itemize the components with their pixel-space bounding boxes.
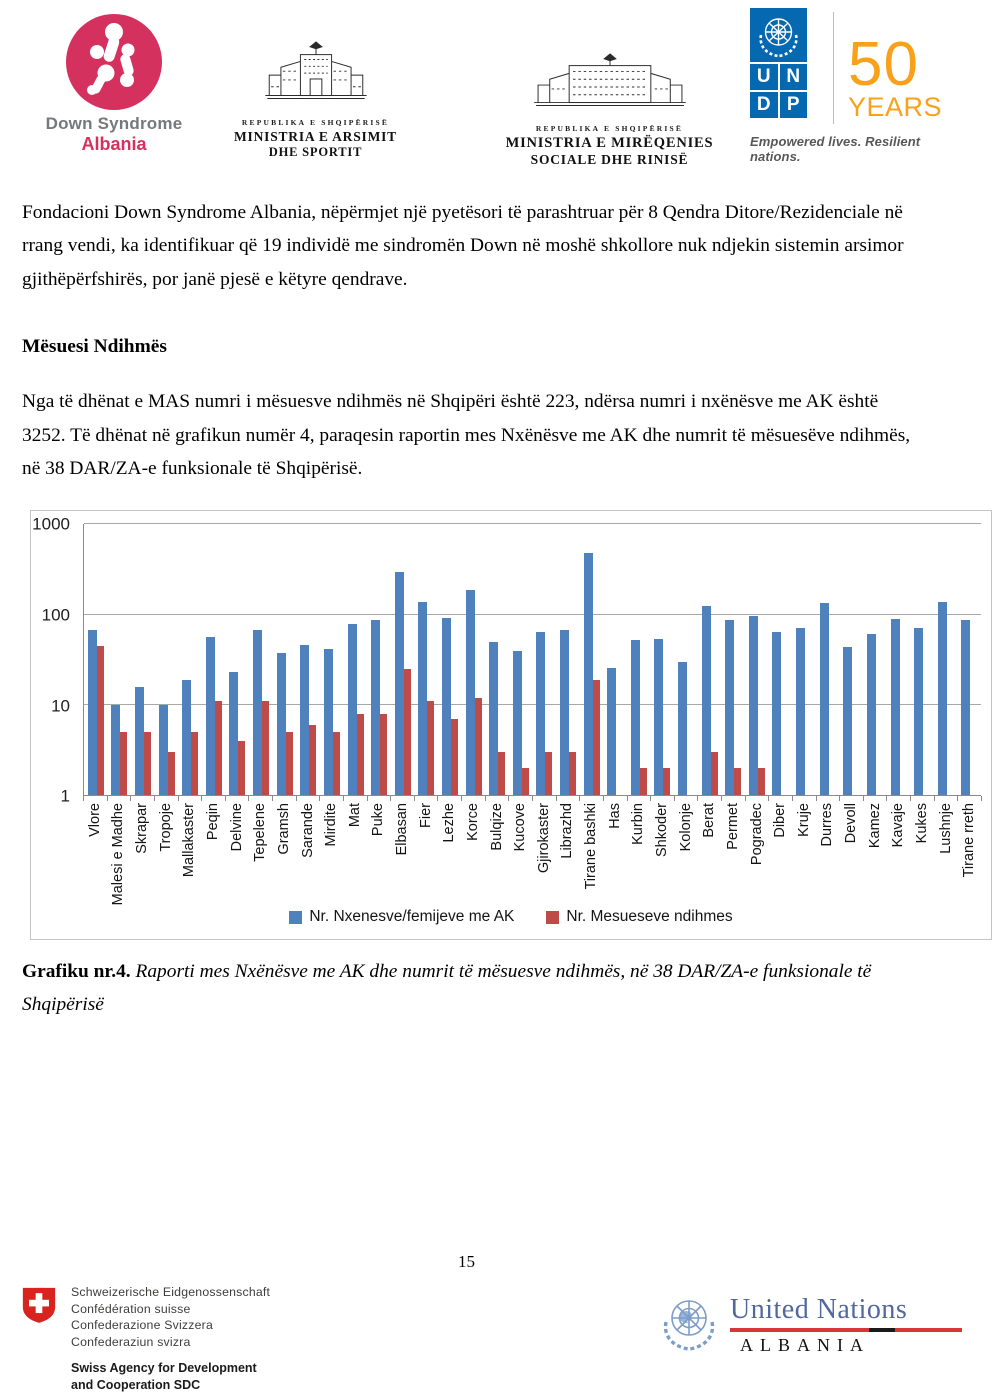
axis-tick [437,796,438,801]
axis-tick [154,796,155,801]
axis-tick [83,796,84,801]
ministry-education-logo [233,40,398,160]
bar-group [533,524,557,795]
un-title: United Nations [730,1294,908,1325]
axis-tick [367,796,368,801]
bar [711,752,718,795]
axis-tick [957,796,958,801]
legend-item [289,908,514,926]
bar [395,572,404,796]
axis-tick [863,796,864,801]
bar [120,732,127,795]
ministry-name-line1: MINISTRIA E ARSIMIT [234,129,397,144]
axis-tick [981,796,982,801]
bar [427,701,434,795]
x-axis-label: Kucove [512,803,529,852]
axis-tick [107,796,108,801]
bar [466,590,475,796]
un-rule-dash [869,1328,895,1332]
bar-group [296,524,320,795]
bar [97,646,104,795]
x-axis-label: Gjirokaster [535,803,552,874]
undp-50-number: 50 [848,30,919,99]
bar [324,649,333,796]
bar-group [108,524,132,795]
axis-tick [910,796,911,801]
x-axis-label: Mallakaster [181,803,198,878]
bar [820,603,829,795]
y-axis [31,514,76,806]
swiss-shield-icon [20,1286,58,1324]
bar [734,768,741,795]
bar-group [84,524,108,795]
ministry-building-icon [530,52,690,122]
axis-tick [768,796,769,801]
ministry-building-icon [260,40,372,116]
axis-tick [414,796,415,801]
axis-tick [461,796,462,801]
x-axis-label: Puke [370,803,387,837]
y-axis-tick-label: 100 [41,605,70,625]
x-axis-label: Pogradec [748,803,765,866]
x-axis-label: Devoll [843,803,860,844]
y-axis-tick-label: 1000 [32,514,70,534]
x-axis-label: Malesi e Madhe [110,803,127,906]
ministry-name-line2: SOCIALE DHE RINISË [530,152,689,167]
dsa-circle-icon [64,12,164,112]
x-axis-label: Sarande [299,803,316,859]
y-axis-tick-label: 1 [60,786,70,806]
bar-group [651,524,675,795]
bar-group [769,524,793,795]
ministry-republic-line: REPUBLIKA E SHQIPËRISË [241,118,390,127]
x-axis-label: Kukes [913,803,930,844]
axis-tick [225,796,226,801]
paragraph-2: Nga të dhënat e MAS numri i mësuesve ndihmës në Shqipëri është 223, ndërsa numri i nxënësve me AK është 3252. Të dhënat në grafikun numër 4, paraqesin raportin mes Nxënësve me AK dhe numrit të mësuesëve ndihmës, në 38 DAR/ZA-e funksionale të Shqipërisë. [22,391,911,480]
bar [262,701,269,795]
sdc-line: Confederazione Svizzera [71,1318,213,1332]
bar [253,630,262,796]
undp-letter: N [780,64,808,90]
bar-group [958,524,982,795]
x-axis-label: Delvine [228,803,245,852]
plot-area [83,524,981,796]
sdc-line: Confederaziun svizra [71,1334,191,1349]
x-axis-label: Tirane bashki [583,803,600,890]
undp-tagline: Empowered lives. Resilient nations. [750,134,921,164]
axis-tick [178,796,179,801]
x-axis-label: Vlore [86,803,103,838]
axis-tick [934,796,935,801]
legend-swatch [546,911,559,924]
undp-letter: P [780,92,808,118]
axis-tick [248,796,249,801]
axis-tick [792,796,793,801]
bar-group [226,524,250,795]
bar-group [674,524,698,795]
bar-group [438,524,462,795]
un-subtitle: ALBANIA [740,1335,870,1355]
x-axis-label: Durres [819,803,836,847]
un-emblem-icon [652,1288,726,1362]
x-axis-label: Kolonje [677,803,694,852]
x-axis-label: Shkoder [653,803,670,858]
bar-group [556,524,580,795]
bar-group [863,524,887,795]
x-axis-label: Kruje [795,803,812,838]
legend-item [546,908,732,926]
bar-group [698,524,722,795]
x-axis-label: Permet [724,803,741,851]
logo-divider [833,12,834,124]
un-emblem-icon [750,8,807,62]
bar [348,624,357,796]
x-axis-label: Gramsh [275,803,292,856]
x-axis-label: Kavaje [890,803,907,848]
bar [640,768,647,795]
x-axis-label: Has [606,803,623,830]
bar [725,620,734,796]
bar [182,680,191,796]
bar [758,768,765,795]
bar [796,628,805,796]
bar [357,714,364,796]
axis-tick [201,796,202,801]
bar [702,606,711,795]
bar-group [816,524,840,795]
bar [569,752,576,795]
undp-letter: U [750,64,778,90]
sdc-logo [20,1284,270,1393]
axis-tick [296,796,297,801]
x-axis-label: Berat [701,803,718,839]
x-axis-label: Elbasan [394,803,411,856]
bar-group [344,524,368,795]
bar [229,672,238,795]
bar [593,680,600,796]
down-syndrome-albania-logo [45,8,183,155]
bar [914,628,923,796]
ministry-name-line2: DHE SPORTIT [268,145,363,159]
axis-tick [556,796,557,801]
bar [961,620,970,796]
bar [238,741,245,795]
x-axis-label: Peqin [204,803,221,841]
axis-tick [697,796,698,801]
axis-tick [721,796,722,801]
bar-group [367,524,391,795]
dsa-logo-text-line1: Down Syndrome [45,114,183,133]
x-axis-label: Kurbin [630,803,647,846]
axis-tick [508,796,509,801]
bar-group [462,524,486,795]
undp-mark [750,8,807,124]
bar-group [580,524,604,795]
bar-group [509,524,533,795]
x-axis-label: Tirane rreth [961,803,978,878]
axis-tick [603,796,604,801]
bar-group [131,524,155,795]
bar [333,732,340,795]
bar [489,642,498,795]
bar [191,732,198,795]
header-logos [0,0,1000,182]
x-axis-label: Lezhe [441,803,458,843]
bar-group [320,524,344,795]
axis-tick [390,796,391,801]
bar [631,640,640,796]
axis-tick [343,796,344,801]
sdc-line: Confédération suisse [71,1301,191,1316]
bar [135,687,144,796]
bar [277,653,286,796]
sdc-line: Schweizerische Eidgenossenschaft [71,1285,271,1299]
x-axis-label: Lushnje [937,803,954,855]
bar [371,620,380,796]
undp-50-years [848,8,942,124]
bar-group [273,524,297,795]
bar [584,553,593,795]
bar [867,634,876,796]
bar [663,768,670,795]
bar-group [840,524,864,795]
bar [772,632,781,796]
axis-tick [745,796,746,801]
bar-group [249,524,273,795]
bar-group [910,524,934,795]
bar [938,602,947,796]
axis-tick [319,796,320,801]
un-albania-text [730,1294,962,1356]
bar-group [627,524,651,795]
bar [545,752,552,795]
x-axis-label: Mirdite [323,803,340,847]
x-axis-label: Tepelene [252,803,269,863]
bar-group [721,524,745,795]
x-axis-label: Skrapar [134,803,151,855]
bar-group [485,524,509,795]
legend-swatch [289,911,302,924]
bar-group [934,524,958,795]
ministry-name-line1: MINISTRIA E MIRËQENIES [505,135,714,151]
chart-legend [31,908,991,926]
bar [144,732,151,795]
bar [286,732,293,795]
ministry-republic-line: REPUBLIKA E SHQIPËRISË [535,124,684,133]
axis-tick [532,796,533,801]
bar [88,630,97,795]
bar-group [415,524,439,795]
axis-tick [627,796,628,801]
undp-50-years-logo [750,8,960,164]
bar [451,719,458,795]
x-axis-label: Tropoje [157,803,174,853]
x-axis-label: Librazhd [559,803,576,860]
axis-tick [674,796,675,801]
sdc-text [71,1284,270,1393]
bar [560,630,569,796]
x-axis-label: Diber [772,803,789,839]
caption-text: Raporti mes Nxënësve me AK dhe numrit të mësuesve ndihmës, në 38 DAR/ZA-e funksionale të Shqipërisë [22,961,872,1016]
y-axis-tick-label: 10 [51,696,70,716]
sdc-agency-name: Swiss Agency for Development and Cooperation SDC [71,1361,257,1392]
bar [404,669,411,795]
un-red-rule [730,1328,962,1332]
bar [475,698,482,795]
bar [891,619,900,796]
axis-tick [816,796,817,801]
section-heading: Mësuesi Ndihmës [22,336,167,358]
bar [654,639,663,795]
axis-tick [886,796,887,801]
bar [749,616,758,795]
bar [522,768,529,795]
bar-group [792,524,816,795]
bar [607,668,616,796]
bar-group [603,524,627,795]
bar [309,725,316,795]
x-axis-ticks [83,796,981,801]
paragraph-1: Fondacioni Down Syndrome Albania, nëpërmjet një pyetësori të parashtruar për 8 Qendra Ditore/Rezidenciale në rrang vendi, ka identifikuar që 19 individë me sindromën Down në moshë shkollore nuk ndjekin sistemin arsimor gjithëpërfshirës, por janë pjesë e këtyre qendrave. [22,202,904,290]
bar [215,701,222,795]
un-albania-logo [652,1288,962,1362]
axis-tick [650,796,651,801]
bar [678,662,687,795]
legend-label: Nr. Mesueseve ndihmes [566,908,733,926]
bar-group [202,524,226,795]
caption-number: Grafiku nr.4. [22,961,131,983]
bar-group [745,524,769,795]
bar [300,645,309,795]
bar-group [887,524,911,795]
axis-tick [130,796,131,801]
bar [418,602,427,796]
x-axis-label: Mat [346,803,363,828]
bar [206,637,215,796]
chart-caption [22,955,920,1021]
bar-group [178,524,202,795]
x-axis-label: Kamez [866,803,883,849]
bar [159,705,168,795]
page-number: 15 [458,1252,475,1271]
bar [843,647,852,795]
bar [513,651,522,796]
axis-tick [272,796,273,801]
ministry-social-welfare-logo [492,52,727,168]
bar [498,752,505,795]
x-axis-label: Fier [417,803,434,829]
bar [536,632,545,796]
undp-years-word: YEARS [848,92,943,122]
undp-letter: D [750,92,778,118]
bar [442,618,451,795]
bar-group [155,524,179,795]
legend-label: Nr. Nxenesve/femijeve me AK [309,908,515,926]
bar-group [391,524,415,795]
axis-tick [839,796,840,801]
bar [168,752,175,795]
undp-letters [750,64,807,118]
bar [380,714,387,796]
x-axis-label: Bulqize [488,803,505,851]
x-axis-label: Korce [464,803,481,842]
axis-tick [579,796,580,801]
dsa-logo-text-line2: Albania [81,134,147,154]
axis-tick [485,796,486,801]
bar-chart [30,510,992,940]
bar [111,705,120,795]
